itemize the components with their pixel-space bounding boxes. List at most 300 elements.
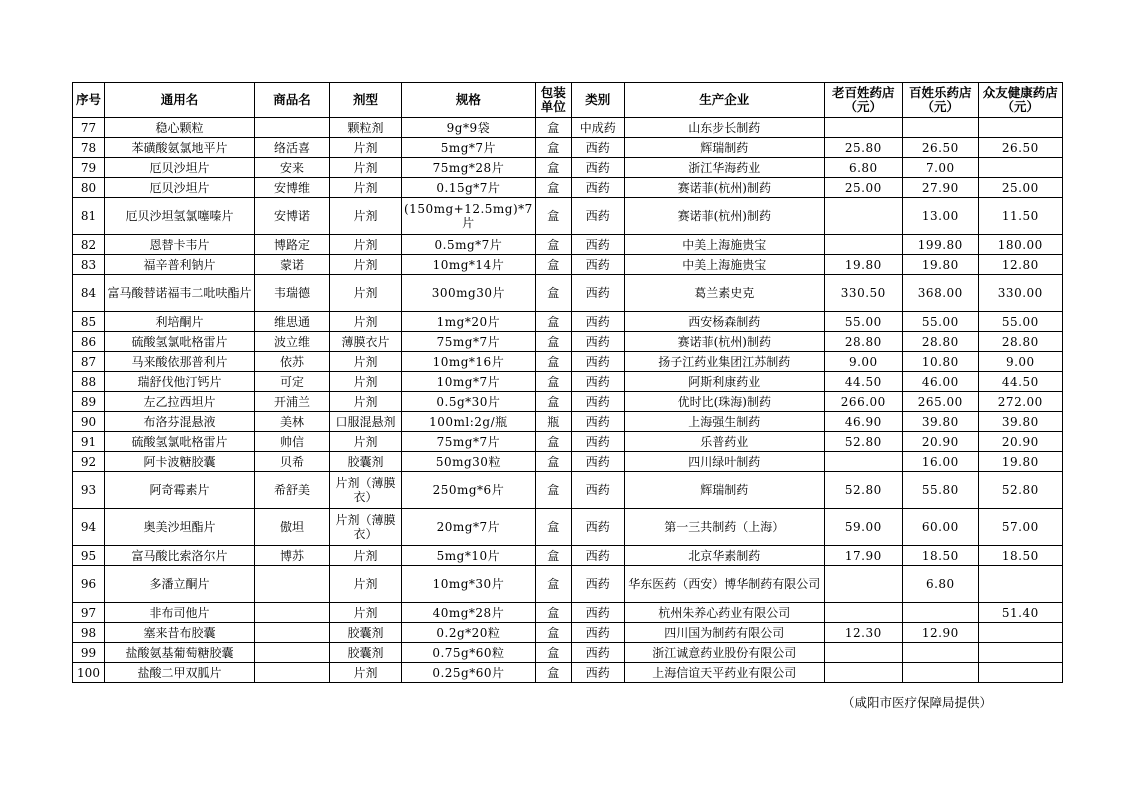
table-cell: 片剂（薄膜衣） (330, 509, 402, 546)
table-cell: 9.00 (978, 352, 1062, 372)
table-cell: 19.80 (978, 452, 1062, 472)
table-cell: (150mg+12.5mg)*7片 (402, 198, 536, 235)
table-cell: 苯磺酸氨氯地平片 (105, 138, 255, 158)
column-header: 序号 (73, 83, 105, 118)
table-cell: 17.90 (824, 546, 902, 566)
table-cell: 厄贝沙坦片 (105, 158, 255, 178)
table-cell: 28.80 (978, 332, 1062, 352)
table-cell: 300mg30片 (402, 275, 536, 312)
table-cell (824, 452, 902, 472)
table-row (73, 178, 1063, 198)
table-cell: 浙江华海药业 (624, 158, 824, 178)
table-cell: 福辛普利钠片 (105, 255, 255, 275)
table-cell: 薄膜衣片 (330, 332, 402, 352)
column-header: 包装单位 (535, 83, 571, 118)
table-cell: 左乙拉西坦片 (105, 392, 255, 412)
column-header: 百姓乐药店（元） (902, 83, 978, 118)
table-cell (978, 623, 1062, 643)
table-cell: 非布司他片 (105, 603, 255, 623)
table-cell: 依苏 (255, 352, 330, 372)
table-cell: 胶囊剂 (330, 452, 402, 472)
table-cell: 盒 (535, 275, 571, 312)
table-cell: 27.90 (902, 178, 978, 198)
table-cell: 87 (73, 352, 105, 372)
column-header: 剂型 (330, 83, 402, 118)
price-table-container (72, 82, 1063, 683)
table-cell: 26.50 (902, 138, 978, 158)
table-cell: 博苏 (255, 546, 330, 566)
table-cell: 0.15g*7片 (402, 178, 536, 198)
table-cell (255, 566, 330, 603)
table-cell: 盒 (535, 603, 571, 623)
table-cell: 厄贝沙坦氢氯噻嗪片 (105, 198, 255, 235)
table-cell: 18.50 (978, 546, 1062, 566)
table-cell: 布洛芬混悬液 (105, 412, 255, 432)
table-cell: 7.00 (902, 158, 978, 178)
table-cell: 19.80 (902, 255, 978, 275)
table-row (73, 432, 1063, 452)
table-row (73, 312, 1063, 332)
table-cell (824, 603, 902, 623)
table-cell: 西安杨森制药 (624, 312, 824, 332)
table-cell: 272.00 (978, 392, 1062, 412)
table-row (73, 603, 1063, 623)
table-cell (902, 643, 978, 663)
table-cell: 瓶 (535, 412, 571, 432)
table-row (73, 566, 1063, 603)
table-cell: 西药 (571, 392, 624, 412)
table-cell: 四川国为制药有限公司 (624, 623, 824, 643)
column-header: 生产企业 (624, 83, 824, 118)
table-cell: 77 (73, 118, 105, 138)
table-cell: 片剂 (330, 312, 402, 332)
table-cell: 10mg*30片 (402, 566, 536, 603)
table-cell (978, 643, 1062, 663)
table-cell: 99 (73, 643, 105, 663)
table-cell (824, 566, 902, 603)
table-cell: 盒 (535, 158, 571, 178)
table-cell: 1mg*20片 (402, 312, 536, 332)
table-cell (824, 643, 902, 663)
table-cell: 西药 (571, 643, 624, 663)
table-cell: 利培酮片 (105, 312, 255, 332)
table-cell: 75mg*7片 (402, 332, 536, 352)
table-cell: 10mg*16片 (402, 352, 536, 372)
table-cell: 浙江诚意药业股份有限公司 (624, 643, 824, 663)
table-cell: 稳心颗粒 (105, 118, 255, 138)
drug-price-table (72, 82, 1063, 683)
table-cell: 0.5mg*7片 (402, 235, 536, 255)
table-cell: 络活喜 (255, 138, 330, 158)
table-cell: 250mg*6片 (402, 472, 536, 509)
table-body (73, 118, 1063, 683)
table-cell: 368.00 (902, 275, 978, 312)
table-cell: 安博维 (255, 178, 330, 198)
table-cell: 西药 (571, 432, 624, 452)
table-cell: 12.90 (902, 623, 978, 643)
table-cell: 0.25g*60片 (402, 663, 536, 683)
table-cell: 98 (73, 623, 105, 643)
table-cell: 中美上海施贵宝 (624, 255, 824, 275)
table-cell: 西药 (571, 255, 624, 275)
table-cell: 西药 (571, 332, 624, 352)
table-cell: 盒 (535, 546, 571, 566)
table-cell: 开浦兰 (255, 392, 330, 412)
table-cell: 厄贝沙坦片 (105, 178, 255, 198)
table-cell: 辉瑞制药 (624, 138, 824, 158)
table-cell: 西药 (571, 198, 624, 235)
table-cell (824, 235, 902, 255)
table-cell: 93 (73, 472, 105, 509)
table-cell: 贝希 (255, 452, 330, 472)
table-cell: 盐酸氨基葡萄糖胶囊 (105, 643, 255, 663)
table-row (73, 509, 1063, 546)
table-cell: 片剂 (330, 178, 402, 198)
table-cell: 330.50 (824, 275, 902, 312)
table-cell: 西药 (571, 372, 624, 392)
table-cell: 波立维 (255, 332, 330, 352)
table-cell: 恩替卡韦片 (105, 235, 255, 255)
table-cell: 95 (73, 546, 105, 566)
table-cell: 安来 (255, 158, 330, 178)
table-cell (255, 623, 330, 643)
table-cell: 可定 (255, 372, 330, 392)
table-cell: 18.50 (902, 546, 978, 566)
table-cell: 盒 (535, 138, 571, 158)
table-cell: 盒 (535, 312, 571, 332)
table-cell: 阿卡波糖胶囊 (105, 452, 255, 472)
table-cell: 81 (73, 198, 105, 235)
table-row (73, 352, 1063, 372)
table-cell: 5mg*7片 (402, 138, 536, 158)
table-cell: 西药 (571, 352, 624, 372)
table-cell (255, 603, 330, 623)
table-cell: 西药 (571, 312, 624, 332)
table-cell: 96 (73, 566, 105, 603)
table-cell: 西药 (571, 546, 624, 566)
column-header: 老百姓药店（元） (824, 83, 902, 118)
table-cell: 59.00 (824, 509, 902, 546)
table-cell: 盐酸二甲双胍片 (105, 663, 255, 683)
table-cell: 美林 (255, 412, 330, 432)
table-cell: 西药 (571, 566, 624, 603)
table-cell: 94 (73, 509, 105, 546)
table-cell (902, 603, 978, 623)
table-cell: 19.80 (824, 255, 902, 275)
table-cell: 盒 (535, 332, 571, 352)
table-cell: 盒 (535, 352, 571, 372)
table-cell: 盒 (535, 178, 571, 198)
table-cell: 西药 (571, 235, 624, 255)
table-cell: 12.80 (978, 255, 1062, 275)
table-cell: 0.75g*60粒 (402, 643, 536, 663)
table-cell: 90 (73, 412, 105, 432)
table-cell: 55.00 (978, 312, 1062, 332)
table-cell: 硫酸氢氯吡格雷片 (105, 332, 255, 352)
table-cell (255, 643, 330, 663)
column-header: 通用名 (105, 83, 255, 118)
table-cell: 北京华素制药 (624, 546, 824, 566)
table-cell: 片剂 (330, 372, 402, 392)
table-cell (255, 663, 330, 683)
table-row (73, 372, 1063, 392)
table-cell: 颗粒剂 (330, 118, 402, 138)
table-cell: 盒 (535, 255, 571, 275)
table-cell (978, 566, 1062, 603)
table-cell: 西药 (571, 452, 624, 472)
table-cell: 帅信 (255, 432, 330, 452)
table-cell: 5mg*10片 (402, 546, 536, 566)
table-row (73, 546, 1063, 566)
table-cell: 52.80 (824, 432, 902, 452)
table-cell: 西药 (571, 509, 624, 546)
table-cell: 西药 (571, 178, 624, 198)
table-cell: 片剂 (330, 198, 402, 235)
table-cell: 6.80 (902, 566, 978, 603)
table-cell: 西药 (571, 412, 624, 432)
column-header: 商品名 (255, 83, 330, 118)
table-cell: 盒 (535, 235, 571, 255)
table-row (73, 332, 1063, 352)
table-cell: 西药 (571, 603, 624, 623)
table-cell: 上海信谊天平药业有限公司 (624, 663, 824, 683)
table-cell: 片剂 (330, 158, 402, 178)
table-cell: 92 (73, 452, 105, 472)
table-cell: 西药 (571, 275, 624, 312)
table-cell: 86 (73, 332, 105, 352)
table-cell (824, 118, 902, 138)
table-cell: 傲坦 (255, 509, 330, 546)
table-cell: 0.5g*30片 (402, 392, 536, 412)
table-cell: 12.30 (824, 623, 902, 643)
table-cell: 82 (73, 235, 105, 255)
table-cell: 46.90 (824, 412, 902, 432)
table-cell: 26.50 (978, 138, 1062, 158)
table-cell: 6.80 (824, 158, 902, 178)
table-cell (978, 663, 1062, 683)
table-cell: 55.00 (824, 312, 902, 332)
table-cell: 片剂 (330, 275, 402, 312)
table-row (73, 412, 1063, 432)
table-row (73, 643, 1063, 663)
table-cell: 盒 (535, 452, 571, 472)
table-cell: 盒 (535, 198, 571, 235)
table-row (73, 392, 1063, 412)
table-cell: 20mg*7片 (402, 509, 536, 546)
table-cell: 马来酸依那普利片 (105, 352, 255, 372)
table-cell: 赛诺菲(杭州)制药 (624, 198, 824, 235)
table-cell: 80 (73, 178, 105, 198)
table-cell: 51.40 (978, 603, 1062, 623)
table-cell: 10mg*14片 (402, 255, 536, 275)
table-cell: 盒 (535, 392, 571, 412)
table-cell: 20.90 (902, 432, 978, 452)
table-row (73, 663, 1063, 683)
table-cell: 硫酸氢氯吡格雷片 (105, 432, 255, 452)
table-cell: 片剂 (330, 352, 402, 372)
table-cell: 胶囊剂 (330, 643, 402, 663)
table-cell: 盒 (535, 623, 571, 643)
table-cell: 盒 (535, 663, 571, 683)
table-cell (824, 663, 902, 683)
table-cell: 瑞舒伐他汀钙片 (105, 372, 255, 392)
column-header: 众友健康药店（元） (978, 83, 1062, 118)
table-cell: 83 (73, 255, 105, 275)
table-header-row (73, 83, 1063, 118)
table-cell: 维思通 (255, 312, 330, 332)
table-cell: 盒 (535, 118, 571, 138)
table-cell: 28.80 (824, 332, 902, 352)
table-cell: 西药 (571, 472, 624, 509)
table-cell: 52.80 (824, 472, 902, 509)
table-cell: 55.00 (902, 312, 978, 332)
table-cell: 片剂 (330, 138, 402, 158)
table-cell: 75mg*7片 (402, 432, 536, 452)
table-cell (978, 158, 1062, 178)
table-cell: 片剂 (330, 392, 402, 412)
table-cell: 西药 (571, 663, 624, 683)
table-cell: 西药 (571, 158, 624, 178)
table-cell: 60.00 (902, 509, 978, 546)
table-cell: 片剂（薄膜衣） (330, 472, 402, 509)
table-row (73, 255, 1063, 275)
table-cell: 山东步长制药 (624, 118, 824, 138)
table-cell: 20.90 (978, 432, 1062, 452)
table-cell: 39.80 (902, 412, 978, 432)
table-cell: 0.2g*20粒 (402, 623, 536, 643)
table-cell: 博路定 (255, 235, 330, 255)
table-cell: 葛兰素史克 (624, 275, 824, 312)
table-cell: 优时比(珠海)制药 (624, 392, 824, 412)
table-cell (255, 118, 330, 138)
table-cell: 西药 (571, 138, 624, 158)
table-cell: 88 (73, 372, 105, 392)
table-cell: 盒 (535, 566, 571, 603)
table-cell: 华东医药（西安）博华制药有限公司 (624, 566, 824, 603)
table-cell: 韦瑞德 (255, 275, 330, 312)
table-cell: 330.00 (978, 275, 1062, 312)
table-row (73, 158, 1063, 178)
table-cell: 199.80 (902, 235, 978, 255)
table-cell (824, 198, 902, 235)
table-cell: 25.00 (978, 178, 1062, 198)
table-cell: 片剂 (330, 432, 402, 452)
table-cell: 85 (73, 312, 105, 332)
column-header: 类别 (571, 83, 624, 118)
table-row (73, 235, 1063, 255)
table-cell: 四川绿叶制药 (624, 452, 824, 472)
table-cell: 16.00 (902, 452, 978, 472)
table-cell: 口服混悬剂 (330, 412, 402, 432)
table-cell: 上海强生制药 (624, 412, 824, 432)
table-cell: 富马酸比索洛尔片 (105, 546, 255, 566)
table-cell: 97 (73, 603, 105, 623)
table-cell: 中成药 (571, 118, 624, 138)
table-cell: 100ml:2g/瓶 (402, 412, 536, 432)
table-cell: 安博诺 (255, 198, 330, 235)
table-cell: 46.00 (902, 372, 978, 392)
table-row (73, 118, 1063, 138)
table-cell: 84 (73, 275, 105, 312)
table-cell: 赛诺菲(杭州)制药 (624, 332, 824, 352)
table-cell: 40mg*28片 (402, 603, 536, 623)
table-cell: 片剂 (330, 566, 402, 603)
table-cell: 13.00 (902, 198, 978, 235)
table-cell (978, 118, 1062, 138)
table-cell: 9g*9袋 (402, 118, 536, 138)
table-cell: 266.00 (824, 392, 902, 412)
table-cell: 蒙诺 (255, 255, 330, 275)
table-cell: 阿奇霉素片 (105, 472, 255, 509)
table-cell: 多潘立酮片 (105, 566, 255, 603)
table-cell: 阿斯利康药业 (624, 372, 824, 392)
table-cell: 盒 (535, 372, 571, 392)
table-cell: 扬子江药业集团江苏制药 (624, 352, 824, 372)
table-cell: 10mg*7片 (402, 372, 536, 392)
table-cell: 11.50 (978, 198, 1062, 235)
table-cell: 第一三共制药（上海） (624, 509, 824, 546)
table-cell: 盒 (535, 472, 571, 509)
table-cell (902, 118, 978, 138)
table-cell: 片剂 (330, 546, 402, 566)
table-cell: 片剂 (330, 235, 402, 255)
table-cell: 片剂 (330, 663, 402, 683)
table-row (73, 452, 1063, 472)
table-cell (902, 663, 978, 683)
table-cell: 25.80 (824, 138, 902, 158)
table-cell: 52.80 (978, 472, 1062, 509)
source-note: （咸阳市医疗保障局提供） (842, 695, 993, 710)
table-cell: 赛诺菲(杭州)制药 (624, 178, 824, 198)
table-cell: 100 (73, 663, 105, 683)
table-cell: 78 (73, 138, 105, 158)
table-cell: 10.80 (902, 352, 978, 372)
table-cell: 盒 (535, 432, 571, 452)
table-cell: 盒 (535, 509, 571, 546)
table-cell: 79 (73, 158, 105, 178)
table-cell: 28.80 (902, 332, 978, 352)
table-cell: 奥美沙坦酯片 (105, 509, 255, 546)
table-row (73, 138, 1063, 158)
table-cell: 片剂 (330, 603, 402, 623)
table-cell: 44.50 (824, 372, 902, 392)
table-cell: 胶囊剂 (330, 623, 402, 643)
column-header: 规格 (402, 83, 536, 118)
table-cell: 西药 (571, 623, 624, 643)
table-cell: 89 (73, 392, 105, 412)
table-cell: 91 (73, 432, 105, 452)
table-cell: 9.00 (824, 352, 902, 372)
table-cell: 39.80 (978, 412, 1062, 432)
table-cell: 50mg30粒 (402, 452, 536, 472)
table-cell: 塞来昔布胶囊 (105, 623, 255, 643)
table-row (73, 472, 1063, 509)
table-row (73, 198, 1063, 235)
table-cell: 57.00 (978, 509, 1062, 546)
table-row (73, 275, 1063, 312)
table-cell: 盒 (535, 643, 571, 663)
table-cell: 中美上海施贵宝 (624, 235, 824, 255)
table-cell: 杭州朱养心药业有限公司 (624, 603, 824, 623)
table-cell: 片剂 (330, 255, 402, 275)
table-cell: 辉瑞制药 (624, 472, 824, 509)
table-cell: 富马酸替诺福韦二吡呋酯片 (105, 275, 255, 312)
table-row (73, 623, 1063, 643)
table-cell: 265.00 (902, 392, 978, 412)
table-cell: 180.00 (978, 235, 1062, 255)
table-cell: 44.50 (978, 372, 1062, 392)
table-cell: 希舒美 (255, 472, 330, 509)
